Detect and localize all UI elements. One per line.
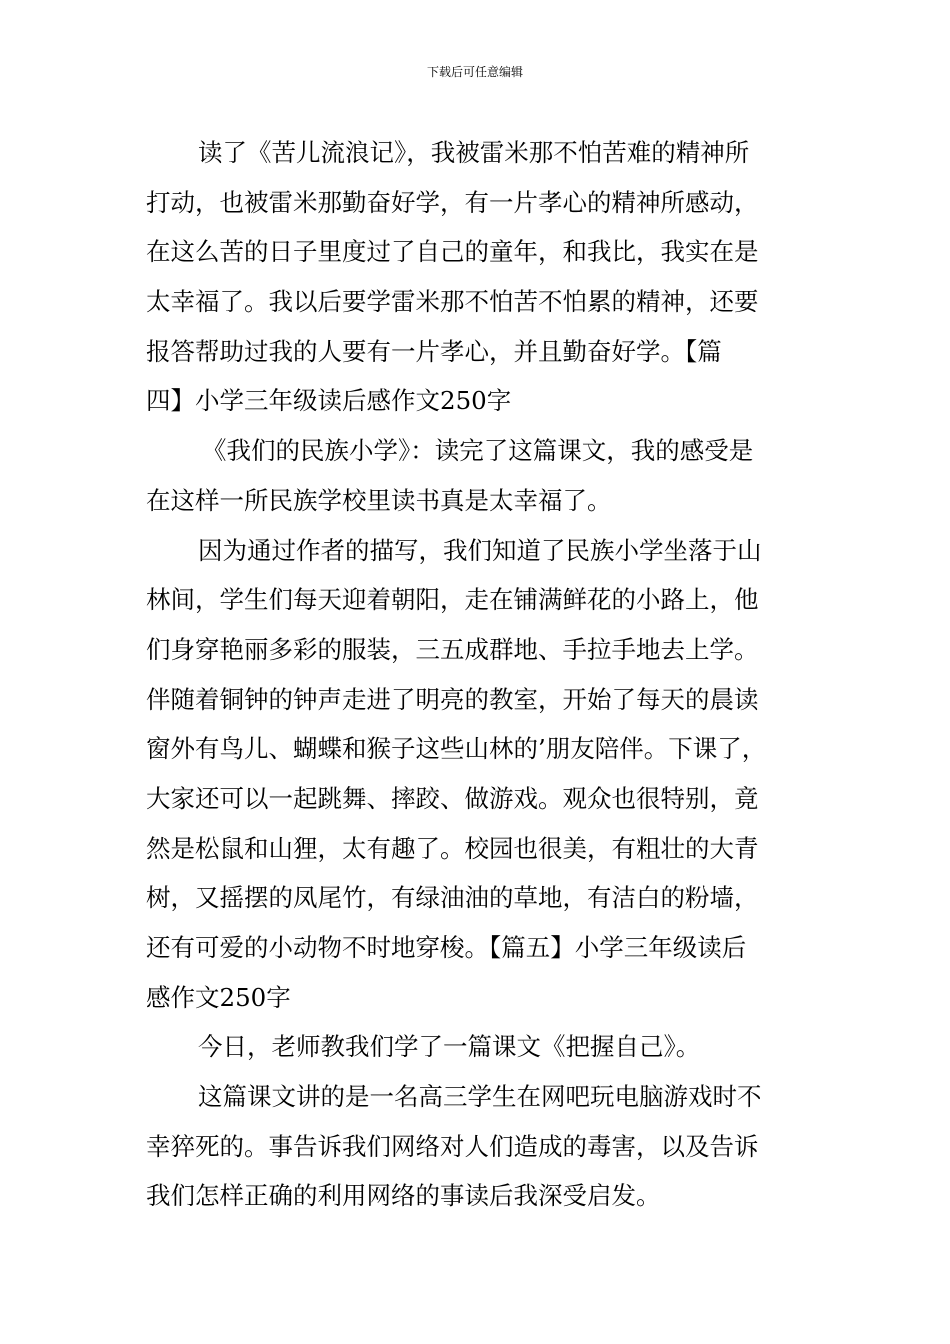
text-line: 四】小学三年级读后感作文250字 [146, 386, 512, 416]
text-line: 打动，也被雷米那勤奋好学，有一片孝心的精神所感动， [146, 187, 759, 217]
text-line: 们身穿艳丽多彩的服装，三五成群地、手拉手地去上学。 [146, 634, 759, 664]
text-line: 《我们的民族小学》：读完了这篇课文，我的感受是 [202, 436, 754, 466]
text-line: 树，又摇摆的凤尾竹，有绿油油的草地，有洁白的粉墙， [146, 883, 759, 913]
text-line: 这篇课文讲的是一名高三学生在网吧玩电脑游戏时不 [198, 1082, 762, 1112]
text-line: 读了《苦儿流浪记》，我被雷米那不怕苦难的精神所 [198, 138, 750, 167]
text-line: 幸猝死的。事告诉我们网络对人们造成的毒害，以及告诉 [146, 1131, 759, 1161]
text-line: 我们怎样正确的利用网络的事读后我深受启发。 [146, 1181, 661, 1211]
text-line: 窗外有鸟儿、蝴蝶和猴子这些山林的’朋友陪伴。下课了， [146, 734, 767, 764]
text-line: 因为通过作者的描写，我们知道了民族小学坐落于山 [198, 535, 762, 565]
page-header: 下载后可任意编辑 [426, 65, 523, 79]
text-line: 太幸福了。我以后要学雷米那不怕苦不怕累的精神，还要 [146, 287, 759, 317]
text-line: 大家还可以一起跳舞、摔跤、做游戏。观众也很特别，竟 [146, 783, 759, 813]
text-line: 感作文250字 [146, 982, 291, 1012]
text-line: 然是松鼠和山狸，太有趣了。校园也很美，有粗壮的大青 [146, 833, 759, 863]
text-line: 伴随着铜钟的钟声走进了明亮的教室，开始了每天的晨读 [146, 684, 759, 714]
text-line: 在这样一所民族学校里读书真是太幸福了。 [146, 485, 612, 515]
body-text [146, 128, 806, 1221]
text-line: 林间，学生们每天迎着朝阳，走在铺满鲜花的小路上，他 [146, 585, 759, 615]
text-line: 还有可爱的小动物不时地穿梭。【篇五】小学三年级读后 [146, 933, 747, 962]
text-line: 在这么苦的日子里度过了自己的童年，和我比，我实在是 [146, 237, 759, 267]
text-line: 报答帮助过我的人要有一片孝心，并且勤奋好学。【篇 [146, 336, 722, 366]
text-line: 今日，老师教我们学了一篇课文《把握自己》。 [198, 1032, 701, 1062]
